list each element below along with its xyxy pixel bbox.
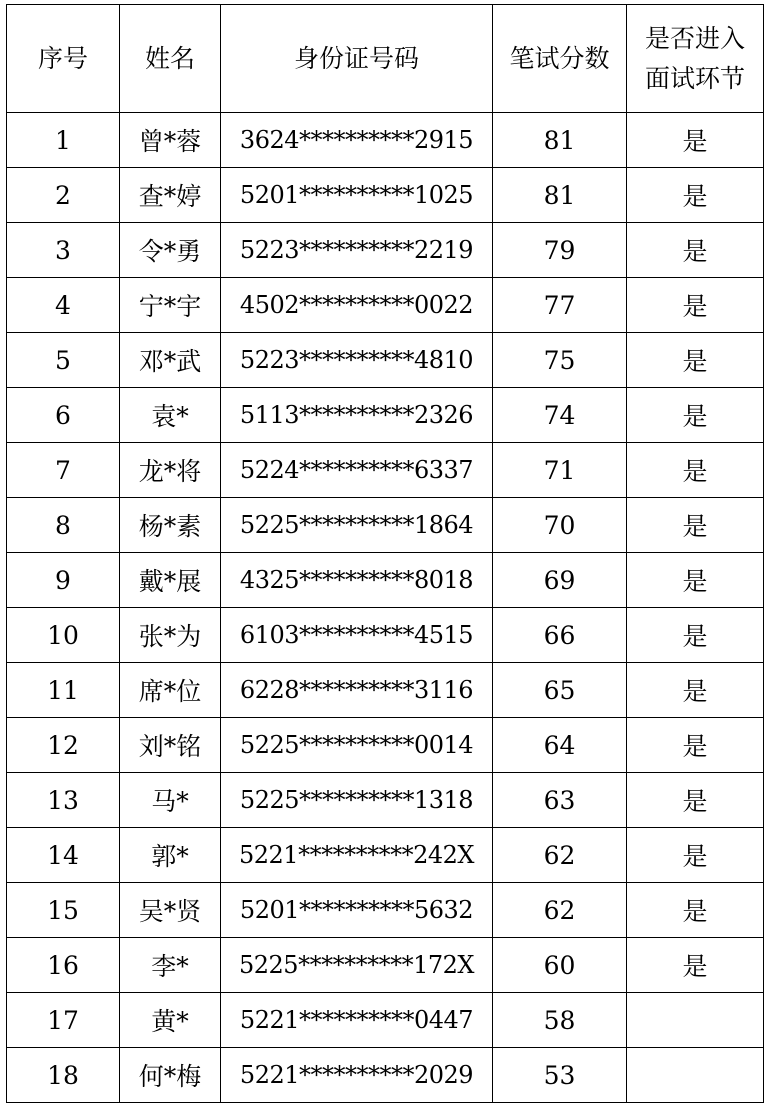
cell-interview-status: 是 [627, 113, 764, 168]
cell-interview-status: 是 [627, 663, 764, 718]
cell-name: 何*梅 [120, 1048, 221, 1103]
cell-id-number: 5224**********6337 [221, 443, 493, 498]
table-body [7, 113, 764, 1103]
table-row [7, 828, 764, 883]
table-row [7, 718, 764, 773]
cell-seq: 2 [7, 168, 120, 223]
cell-id-number: 5221**********242X [221, 828, 493, 883]
cell-name: 宁*宇 [120, 278, 221, 333]
cell-score: 79 [493, 223, 627, 278]
cell-score: 63 [493, 773, 627, 828]
cell-id-number: 5225**********172X [221, 938, 493, 993]
header-score: 笔试分数 [493, 5, 627, 113]
cell-seq: 17 [7, 993, 120, 1048]
cell-id-number: 3624**********2915 [221, 113, 493, 168]
cell-interview-status: 是 [627, 553, 764, 608]
header-name: 姓名 [120, 5, 221, 113]
table-row [7, 443, 764, 498]
table-row [7, 333, 764, 388]
cell-score: 74 [493, 388, 627, 443]
cell-name: 杨*素 [120, 498, 221, 553]
table-row [7, 388, 764, 443]
table-row [7, 498, 764, 553]
cell-seq: 10 [7, 608, 120, 663]
cell-interview-status: 是 [627, 388, 764, 443]
table-header [7, 5, 764, 113]
cell-score: 66 [493, 608, 627, 663]
cell-seq: 6 [7, 388, 120, 443]
cell-interview-status: 是 [627, 773, 764, 828]
table-row [7, 883, 764, 938]
cell-interview-status [627, 993, 764, 1048]
cell-name: 戴*展 [120, 553, 221, 608]
cell-seq: 8 [7, 498, 120, 553]
cell-interview-status: 是 [627, 608, 764, 663]
cell-id-number: 5223**********4810 [221, 333, 493, 388]
cell-interview-status: 是 [627, 828, 764, 883]
cell-seq: 7 [7, 443, 120, 498]
cell-interview-status: 是 [627, 443, 764, 498]
cell-score: 64 [493, 718, 627, 773]
table-row [7, 168, 764, 223]
cell-score: 62 [493, 883, 627, 938]
cell-score: 62 [493, 828, 627, 883]
cell-score: 77 [493, 278, 627, 333]
cell-name: 刘*铭 [120, 718, 221, 773]
table-row [7, 223, 764, 278]
cell-name: 吴*贤 [120, 883, 221, 938]
cell-id-number: 5225**********0014 [221, 718, 493, 773]
table-row [7, 113, 764, 168]
cell-interview-status: 是 [627, 168, 764, 223]
cell-name: 查*婷 [120, 168, 221, 223]
cell-name: 郭* [120, 828, 221, 883]
table-row [7, 608, 764, 663]
cell-score: 81 [493, 113, 627, 168]
cell-score: 53 [493, 1048, 627, 1103]
cell-score: 58 [493, 993, 627, 1048]
cell-seq: 15 [7, 883, 120, 938]
cell-name: 马* [120, 773, 221, 828]
cell-name: 邓*武 [120, 333, 221, 388]
table-row [7, 1048, 764, 1103]
table-row [7, 278, 764, 333]
cell-score: 70 [493, 498, 627, 553]
cell-id-number: 5201**********1025 [221, 168, 493, 223]
results-table [6, 4, 764, 1103]
header-pass [627, 5, 764, 113]
cell-id-number: 5225**********1318 [221, 773, 493, 828]
cell-score: 81 [493, 168, 627, 223]
cell-seq: 5 [7, 333, 120, 388]
cell-id-number: 5113**********2326 [221, 388, 493, 443]
cell-seq: 14 [7, 828, 120, 883]
cell-seq: 13 [7, 773, 120, 828]
cell-name: 令*勇 [120, 223, 221, 278]
header-pass-line2: 面试环节 [644, 63, 745, 93]
cell-seq: 4 [7, 278, 120, 333]
cell-name: 龙*将 [120, 443, 221, 498]
cell-seq: 3 [7, 223, 120, 278]
cell-name: 席*位 [120, 663, 221, 718]
cell-score: 60 [493, 938, 627, 993]
header-id: 身份证号码 [221, 5, 493, 113]
cell-score: 71 [493, 443, 627, 498]
cell-interview-status: 是 [627, 883, 764, 938]
cell-id-number: 5221**********0447 [221, 993, 493, 1048]
cell-seq: 12 [7, 718, 120, 773]
header-row [7, 5, 764, 113]
cell-id-number: 4502**********0022 [221, 278, 493, 333]
cell-interview-status: 是 [627, 718, 764, 773]
cell-name: 黄* [120, 993, 221, 1048]
header-pass-line1: 是否进入 [644, 23, 745, 53]
header-seq: 序号 [7, 5, 120, 113]
cell-id-number: 5201**********5632 [221, 883, 493, 938]
cell-interview-status [627, 1048, 764, 1103]
cell-score: 75 [493, 333, 627, 388]
cell-interview-status: 是 [627, 223, 764, 278]
cell-seq: 11 [7, 663, 120, 718]
cell-id-number: 5223**********2219 [221, 223, 493, 278]
cell-name: 张*为 [120, 608, 221, 663]
table-row [7, 773, 764, 828]
cell-score: 69 [493, 553, 627, 608]
cell-name: 曾*蓉 [120, 113, 221, 168]
cell-interview-status: 是 [627, 938, 764, 993]
cell-score: 65 [493, 663, 627, 718]
cell-id-number: 5221**********2029 [221, 1048, 493, 1103]
cell-seq: 18 [7, 1048, 120, 1103]
cell-interview-status: 是 [627, 333, 764, 388]
table-row [7, 938, 764, 993]
cell-id-number: 5225**********1864 [221, 498, 493, 553]
table-row [7, 993, 764, 1048]
cell-interview-status: 是 [627, 278, 764, 333]
table-row [7, 553, 764, 608]
table-row [7, 663, 764, 718]
cell-seq: 1 [7, 113, 120, 168]
cell-id-number: 6103**********4515 [221, 608, 493, 663]
cell-name: 李* [120, 938, 221, 993]
cell-id-number: 6228**********3116 [221, 663, 493, 718]
cell-seq: 9 [7, 553, 120, 608]
cell-id-number: 4325**********8018 [221, 553, 493, 608]
cell-seq: 16 [7, 938, 120, 993]
cell-interview-status: 是 [627, 498, 764, 553]
cell-name: 袁* [120, 388, 221, 443]
